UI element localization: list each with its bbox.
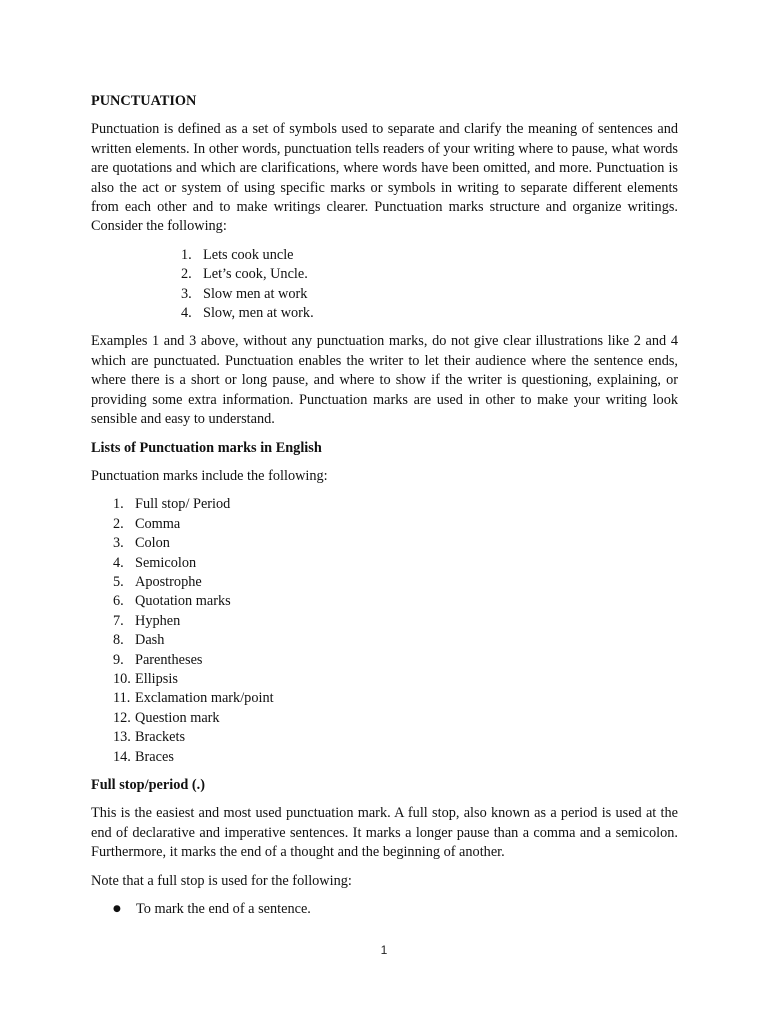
list-number: 11.: [113, 690, 131, 707]
list-number: 12.: [113, 709, 131, 726]
list-item: [113, 515, 678, 534]
list-item: [113, 534, 678, 553]
list-item-text: Braces: [135, 748, 174, 765]
list-number: 1.: [113, 496, 124, 513]
list-item: [113, 612, 678, 631]
list-item: [113, 651, 678, 670]
list-item-text: Brackets: [135, 729, 186, 746]
list-item-text: Exclamation mark/point: [135, 690, 274, 707]
list-item: [113, 709, 678, 728]
list-item-text: Slow men at work: [203, 285, 308, 302]
punctuation-marks-list: [113, 495, 678, 767]
fullstop-uses-list: [113, 900, 678, 919]
list-item-text: Hyphen: [135, 612, 181, 629]
examples-list: [181, 246, 678, 324]
list-item: [113, 689, 678, 708]
intro-paragraph: Punctuation is defined as a set of symbols used to separate and clarify the meaning of sentences and written elements. In other words, punctuation tells readers of your writing where to pause, what words are quotations and which are clarifications, where words have been omitted, and more. Punctuation is also the act or system of using specific marks or symbols in writing to separate different elements from each other and to make writings clearer. Punctuation marks structure and organize writings. Consider the following:: [91, 121, 678, 235]
list-item: [113, 495, 678, 514]
page-number: 1: [380, 943, 388, 957]
list-number: 1.: [181, 246, 192, 263]
list-item: [181, 246, 678, 265]
list-item: [113, 573, 678, 592]
list-item: [113, 728, 678, 747]
examples-explanation-paragraph: Examples 1 and 3 above, without any punctuation marks, do not give clear illustrations like 2 and 4 which are punctuated. Punctuation enables the writer to let their audience where the sentence ends, where there is a short or long pause, and where to show if the writer is questioning, explaining, or providing some extra information. Punctuation marks are used in other to make your writing look sensible and easy to understand.: [91, 333, 678, 428]
list-number: 3.: [113, 535, 124, 552]
document-title: PUNCTUATION: [91, 93, 197, 109]
fullstop-paragraph: This is the easiest and most used punctuation mark. A full stop, also known as a period is used at the end of declarative and imperative sentences. It marks a longer pause than a comma and a semicolon. Furthermore, it marks the end of a thought and the beginning of another.: [91, 805, 678, 861]
list-number: 9.: [113, 651, 124, 668]
list-item-text: Comma: [135, 515, 181, 532]
list-number: 4.: [113, 554, 124, 571]
list-number: 14.: [113, 748, 131, 765]
list-item-text: Question mark: [135, 709, 220, 726]
list-number: 10.: [113, 670, 131, 687]
list-item-text: Full stop/ Period: [135, 496, 231, 513]
list-item-text: Quotation marks: [135, 593, 231, 610]
list-number: 13.: [113, 729, 131, 746]
list-item-text: Ellipsis: [135, 670, 178, 687]
list-item-text: To mark the end of a sentence.: [136, 901, 311, 918]
list-number: 2.: [113, 515, 124, 532]
list-number: 7.: [113, 612, 124, 629]
list-item: [113, 631, 678, 650]
list-number: 2.: [181, 266, 192, 283]
fullstop-note: Note that a full stop is used for the following:: [91, 872, 352, 889]
list-item: [113, 592, 678, 611]
list-intro-paragraph: Punctuation marks include the following:: [91, 467, 328, 484]
list-item: [113, 900, 678, 919]
bullet-icon: ●: [113, 904, 121, 915]
list-item-text: Dash: [135, 632, 165, 649]
list-number: 8.: [113, 632, 124, 649]
list-item: [181, 304, 678, 323]
list-item-text: Lets cook uncle: [203, 246, 294, 263]
list-item-text: Let’s cook, Uncle.: [203, 266, 308, 283]
list-item: [181, 265, 678, 284]
list-item: [113, 554, 678, 573]
list-number: 4.: [181, 305, 192, 322]
list-item-text: Semicolon: [135, 554, 197, 571]
list-item: [113, 748, 678, 767]
list-item-text: Parentheses: [135, 651, 203, 668]
fullstop-heading: Full stop/period (.): [91, 777, 205, 793]
list-item-text: Apostrophe: [135, 573, 202, 590]
document-page: [91, 92, 678, 928]
list-item: [181, 285, 678, 304]
list-item-text: Slow, men at work.: [203, 305, 314, 322]
list-number: 5.: [113, 573, 124, 590]
list-heading: Lists of Punctuation marks in English: [91, 439, 322, 456]
list-number: 6.: [113, 593, 124, 610]
list-item-text: Colon: [135, 535, 170, 552]
list-item: [113, 670, 678, 689]
list-number: 3.: [181, 285, 192, 302]
